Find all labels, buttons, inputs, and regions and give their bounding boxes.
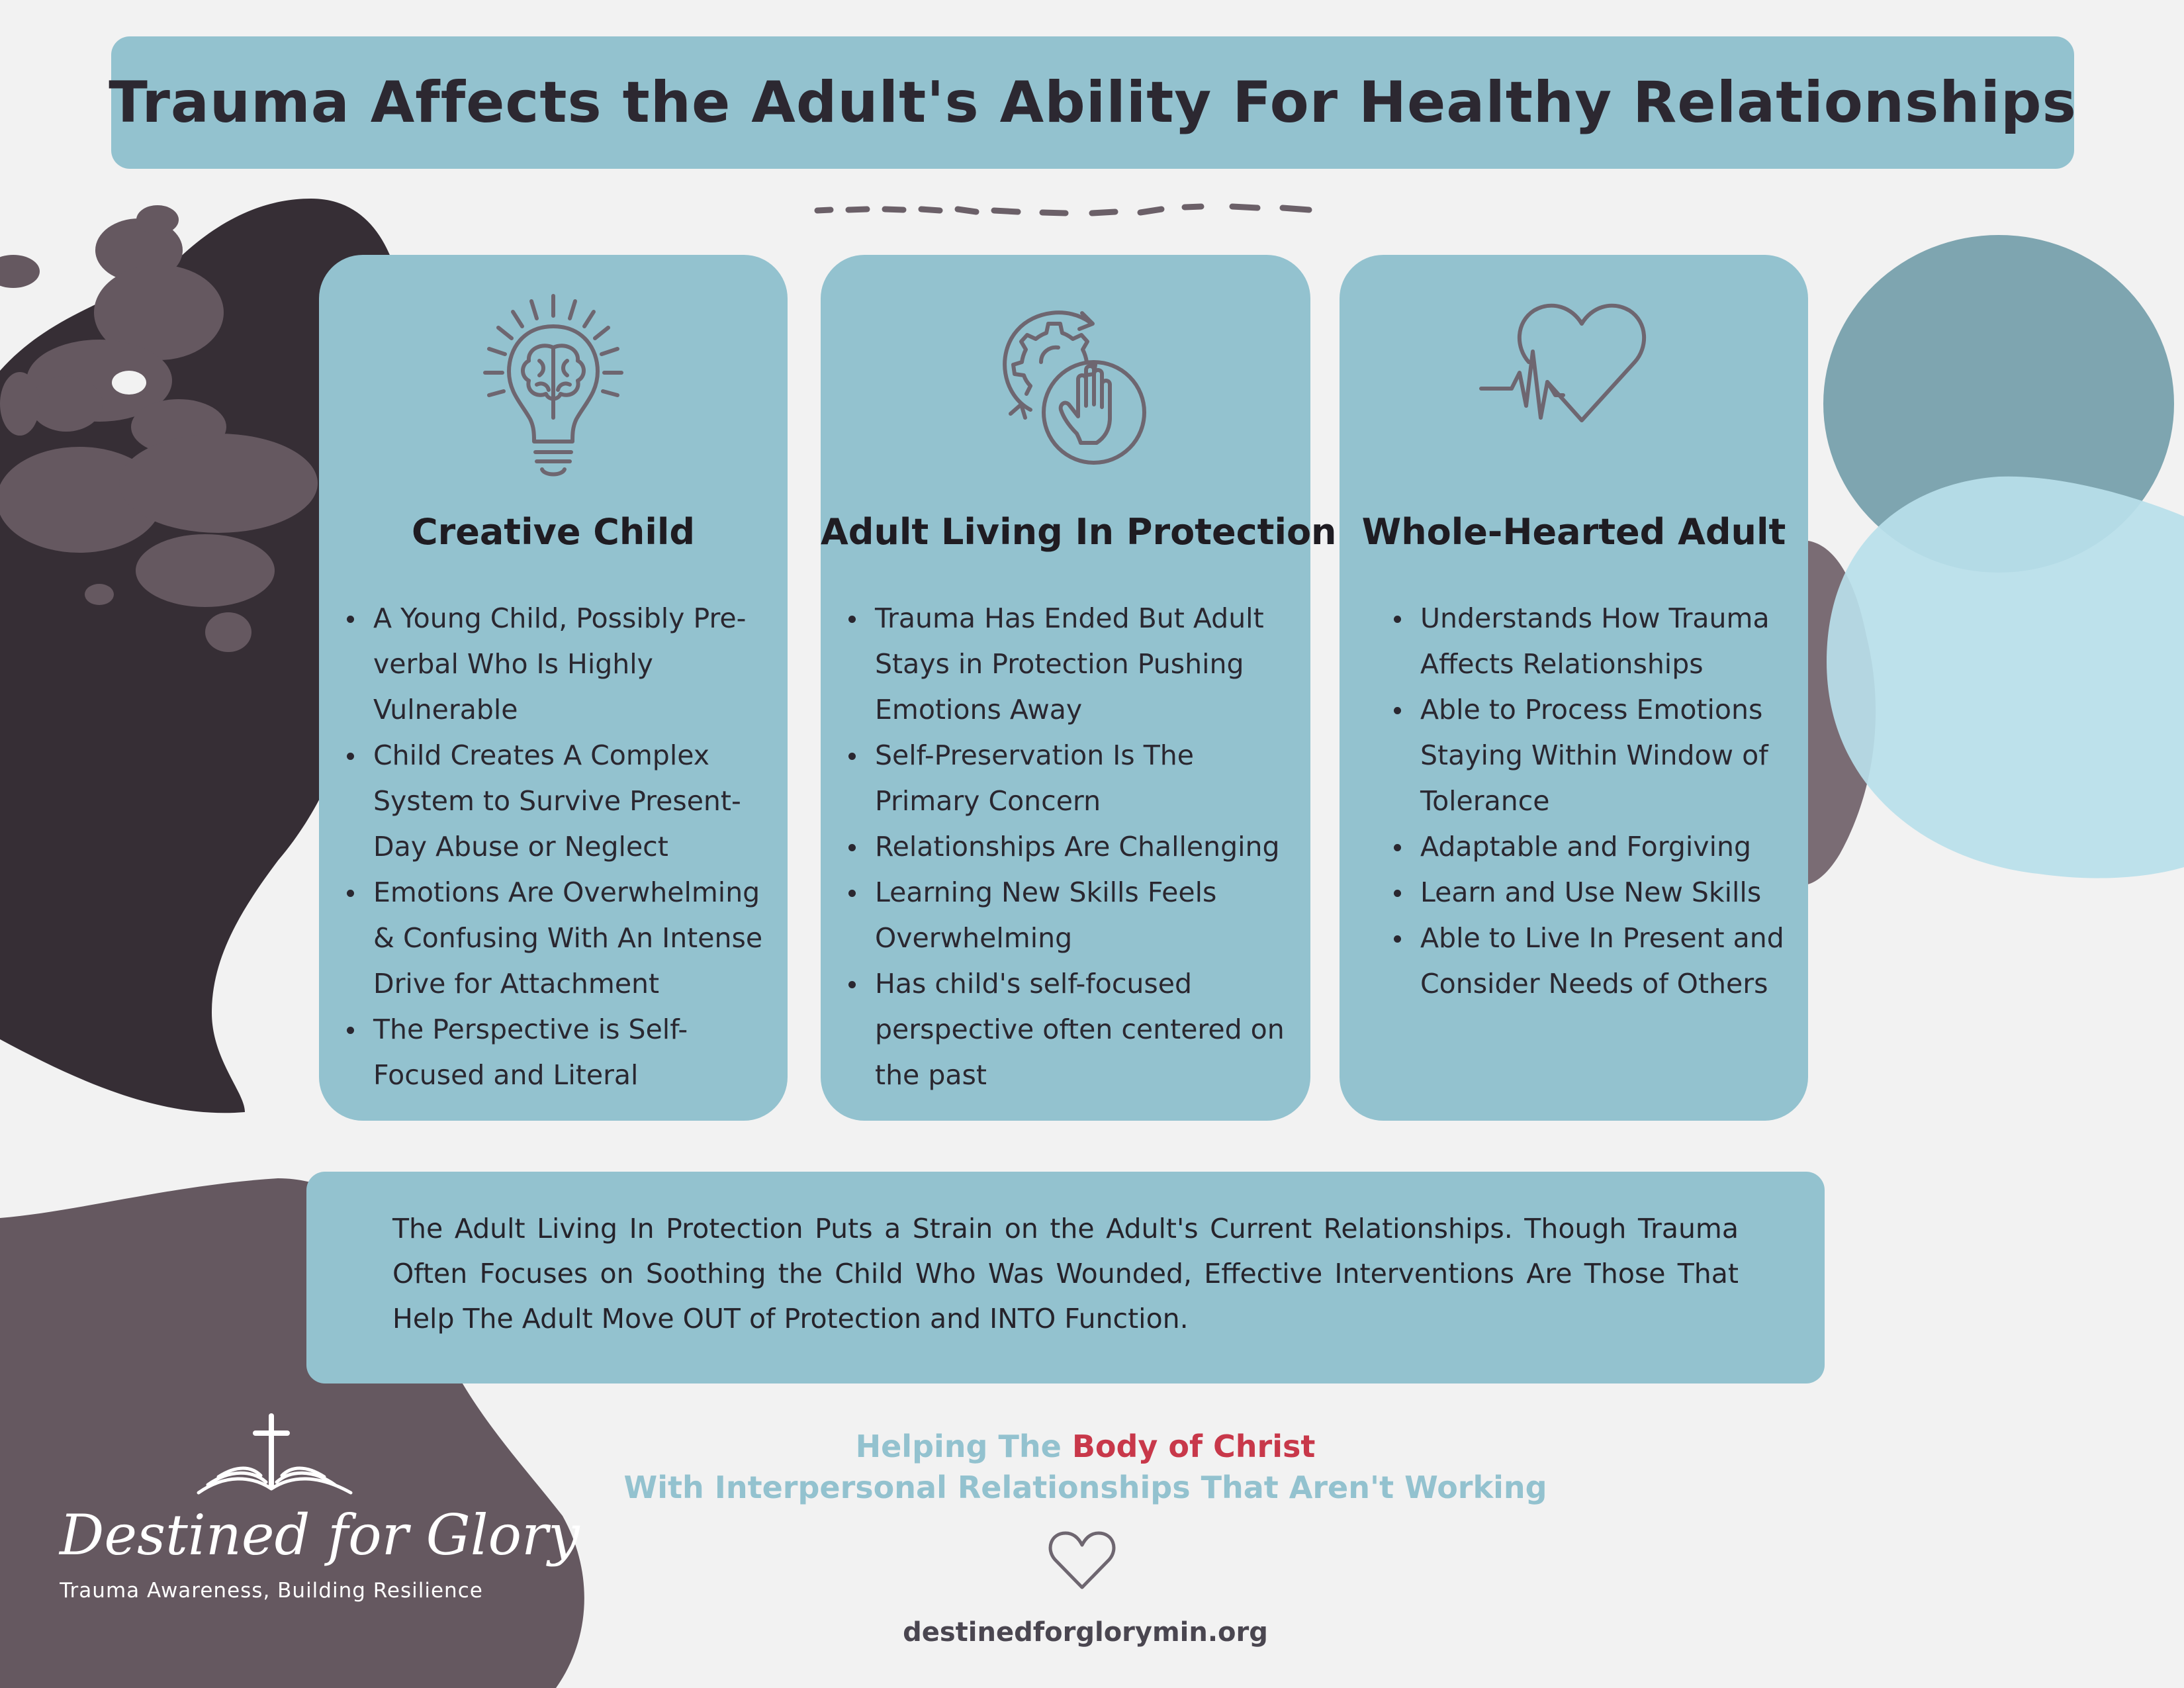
- cross-open-book-icon: [192, 1413, 357, 1506]
- stone: [136, 205, 179, 234]
- card-heading: Whole-Hearted Adult: [1361, 511, 1786, 553]
- lightbulb-brain-icon: [319, 288, 788, 480]
- list-item: Relationships Are Challenging: [841, 824, 1304, 870]
- list-item: Understands How Trauma Affects Relationships: [1386, 596, 1796, 687]
- heartbeat-icon: [1340, 288, 1808, 480]
- tagline-accent: Body of Christ: [1071, 1429, 1316, 1464]
- list-item: Self-Preservation Is The Primary Concern: [841, 733, 1304, 824]
- tagline-line-2: With Interpersonal Relationships That Aren't Working: [623, 1470, 1547, 1505]
- heart-outline-icon: [1047, 1529, 1117, 1593]
- list-item: Child Creates A Complex System to Survive Present-Day Abuse or Neglect: [339, 733, 782, 870]
- list-item: Learn and Use New Skills: [1386, 870, 1796, 915]
- gear-stop-hand-icon: [821, 288, 1310, 480]
- card-heading: Creative Child: [411, 511, 696, 553]
- card-list: [841, 596, 1304, 1098]
- card-list: [339, 596, 782, 1098]
- light-blue-blob: [1827, 477, 2184, 878]
- card-heading: Adult Living In Protection: [821, 511, 1337, 553]
- card-creative-child: [319, 255, 788, 1121]
- stone: [0, 372, 40, 436]
- list-item: Has child's self-focused perspective often centered on the past: [841, 961, 1304, 1098]
- stone: [136, 534, 275, 607]
- dashed-divider: [817, 207, 1309, 213]
- summary-text: The Adult Living In Protection Puts a Strain on the Adult's Current Relationships. Though Trauma Often Focuses on Soothing the Child Who Was Wounded, Effective Interventions Are Those That Help The Adult Move OUT of Protection and INTO Function.: [392, 1213, 1739, 1335]
- card-whole-hearted-adult: [1340, 255, 1808, 1121]
- list-item: Able to Process Emotions Staying Within Window of Tolerance: [1386, 687, 1796, 824]
- logo-name: Destined for Glory: [60, 1503, 580, 1568]
- card-adult-living-in-protection: [821, 255, 1337, 1121]
- tagline-prefix: Helping The: [855, 1429, 1072, 1464]
- tagline-line-1: [596, 1429, 1575, 1464]
- stone: [85, 584, 114, 605]
- list-item: Learning New Skills Feels Overwhelming: [841, 870, 1304, 961]
- stone: [119, 434, 318, 533]
- page-title: Trauma Affects the Adult's Ability For Healthy Relationships: [109, 70, 2077, 136]
- summary-box: [306, 1172, 1825, 1383]
- stone: [205, 612, 251, 652]
- stone: [0, 255, 40, 288]
- card-list: [1386, 596, 1796, 1007]
- title-banner: [109, 36, 2077, 169]
- list-item: Able to Live In Present and Consider Needs of Others: [1386, 915, 1796, 1007]
- logo-subtitle: Trauma Awareness, Building Resilience: [60, 1579, 483, 1603]
- list-item: Trauma Has Ended But Adult Stays in Protection Pushing Emotions Away: [841, 596, 1304, 733]
- list-item: Emotions Are Overwhelming & Confusing With An Intense Drive for Attachment: [339, 870, 782, 1007]
- stone: [30, 376, 103, 432]
- list-item: A Young Child, Possibly Pre-verbal Who Is Highly Vulnerable: [339, 596, 782, 733]
- stone: [112, 371, 146, 395]
- website-link[interactable]: destinedforglorymin.org: [903, 1617, 1268, 1648]
- list-item: Adaptable and Forgiving: [1386, 824, 1796, 870]
- list-item: The Perspective is Self-Focused and Literal: [339, 1007, 782, 1098]
